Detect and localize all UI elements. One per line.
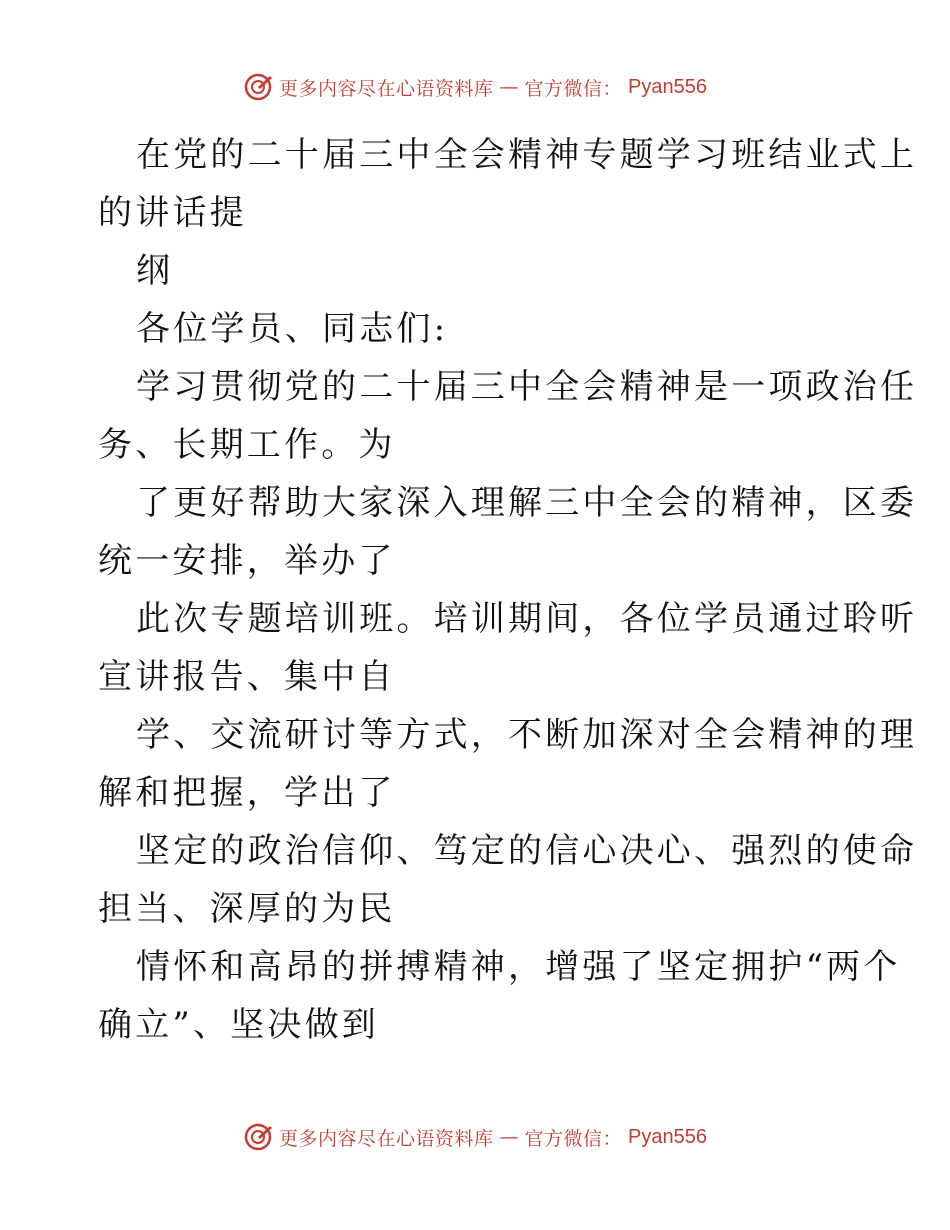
text-line: 学习贯彻党的二十届三中全会精神是一项政治任 (136, 367, 918, 407)
text-line: 纲 (136, 251, 174, 291)
header-watermark-banner (0, 72, 950, 102)
banner-official: 官方微信： (524, 1127, 623, 1150)
banner-id: Pyan556 (628, 75, 707, 98)
document-body (98, 126, 918, 1054)
banner-separator: — (499, 76, 519, 98)
banner-official: 官方微信： (524, 77, 623, 100)
text-line: 的讲话提 (98, 193, 247, 233)
text-line: 学、交流研讨等方式，不断加深对全会精神的理 (136, 715, 918, 755)
footer-watermark-banner (0, 1122, 950, 1152)
text-line: 确立”、坚决做到 (98, 1005, 379, 1045)
banner-id: Pyan556 (628, 1125, 707, 1148)
banner-separator: — (499, 1126, 519, 1148)
text-line: 务、长期工作。为 (98, 425, 396, 465)
text-line: 在党的二十届三中全会精神专题学习班结业式上 (136, 135, 918, 175)
pen-circle-logo-icon (243, 1122, 273, 1152)
banner-text: 更多内容尽在心语资料库 (279, 1127, 494, 1150)
text-line: 担当、深厚的为民 (98, 889, 396, 929)
text-line: 情怀和高昂的拼搏精神，增强了坚定拥护“两个 (136, 947, 901, 987)
text-line: 坚定的政治信仰、笃定的信心决心、强烈的使命 (136, 831, 918, 871)
text-line: 解和把握，学出了 (98, 773, 396, 813)
banner-text: 更多内容尽在心语资料库 (279, 77, 494, 100)
text-line: 统一安排，举办了 (98, 541, 396, 581)
pen-circle-logo-icon (243, 72, 273, 102)
text-line: 宣讲报告、集中自 (98, 657, 396, 697)
text-line: 了更好帮助大家深入理解三中全会的精神，区委 (136, 483, 918, 523)
text-line: 此次专题培训班。培训期间，各位学员通过聆听 (136, 599, 918, 639)
text-line: 各位学员、同志们: (136, 309, 449, 349)
